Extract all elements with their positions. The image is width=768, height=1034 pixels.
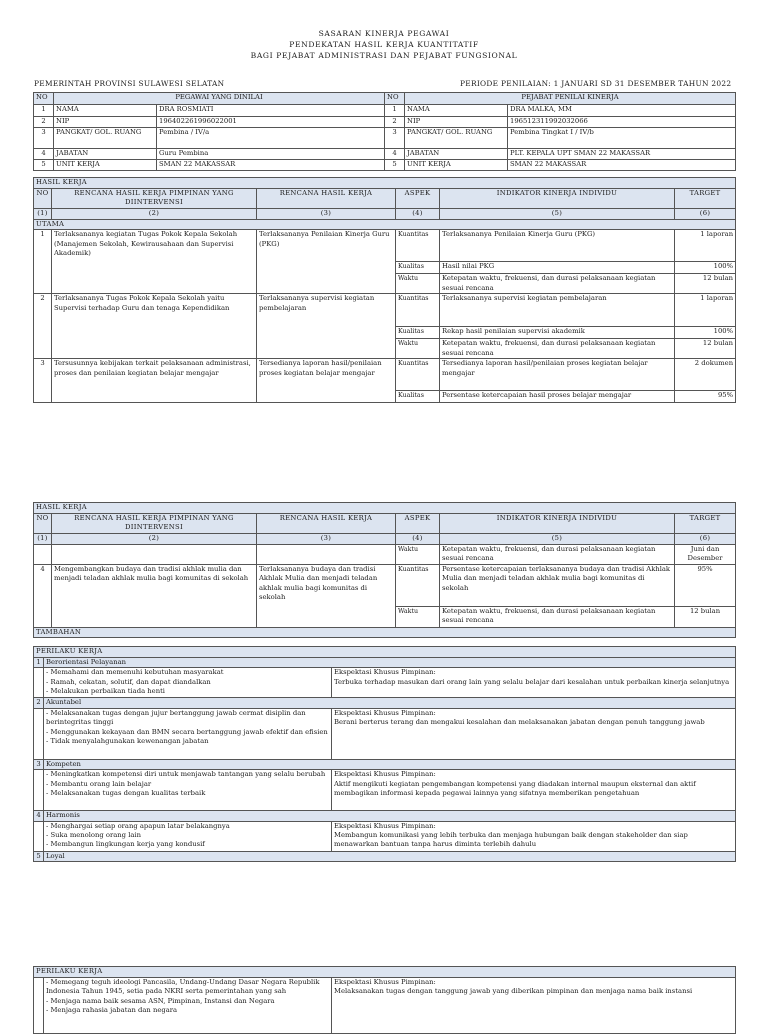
table-row xyxy=(34,545,736,565)
field-value: SMAN 22 MAKASSAR xyxy=(508,160,736,171)
indikator: Hasil nilai PKG xyxy=(440,262,675,274)
indikator: Rekap hasil penilaian supervisi akademik xyxy=(440,327,675,339)
indikator: Tersedianya laporan hasil/penilaian proses kegiatan belajar mengajar xyxy=(440,359,675,391)
no-header: NO xyxy=(34,93,54,105)
perilaku-row xyxy=(34,708,736,759)
col-header: ASPEK xyxy=(396,189,440,209)
rencana-hasil: Terlaksananya Penilaian Kinerja Guru (PKG) xyxy=(257,230,396,294)
point: - Menghargai setiap orang apapun latar belakangnya xyxy=(46,821,230,830)
indikator: Ketepatan waktu, frekuensi, dan durasi pelaksanaan kegiatan sesuai rencana xyxy=(440,545,675,565)
aspek: Waktu xyxy=(396,545,440,565)
penilai-header: PEJABAT PENILAI KINERJA xyxy=(405,93,736,105)
ekspektasi-text: Terbuka terhadap masukan dari orang lain yang selalu belajar dari kesalahan untuk perbaikan kinerja selanjutnya xyxy=(334,677,730,686)
col-header: NO xyxy=(34,514,52,534)
col-header: TARGET xyxy=(675,514,736,534)
perilaku-name: Kompeten xyxy=(44,759,736,769)
point: - Ramah, cekatan, solutif, dan dapat diandalkan xyxy=(46,677,211,686)
field-label: NAMA xyxy=(54,105,157,117)
row-no: 5 xyxy=(34,160,54,171)
target: 95% xyxy=(675,391,736,403)
field-label: PANGKAT/ GOL. RUANG xyxy=(405,128,508,149)
table-row xyxy=(34,359,736,391)
col-number: (5) xyxy=(440,209,675,220)
perilaku-name: Loyal xyxy=(44,851,736,861)
point: - Melaksanakan tugas dengan kualitas terbaik xyxy=(46,789,206,798)
col-number: (2) xyxy=(52,534,257,545)
row-no: 3 xyxy=(385,128,405,149)
ekspektasi xyxy=(332,978,736,1034)
identity-row xyxy=(34,128,736,149)
field-value: Pembina Tingkat I / IV/b xyxy=(508,128,736,149)
section-hasil-kerja: HASIL KERJA xyxy=(34,178,736,189)
target: 12 bulan xyxy=(675,339,736,359)
point: - Tidak menyalahgunakan kewenangan jabatan xyxy=(46,737,209,746)
field-label: NIP xyxy=(405,117,508,128)
field-value: SMAN 22 MAKASSAR xyxy=(157,160,385,171)
section-hasil-kerja: HASIL KERJA xyxy=(34,503,736,514)
identity-row xyxy=(34,149,736,160)
perilaku-points xyxy=(44,708,332,759)
perilaku-row xyxy=(34,668,736,698)
col-header: RENCANA HASIL KERJA xyxy=(257,189,396,209)
col-header: RENCANA HASIL KERJA xyxy=(257,514,396,534)
table-row xyxy=(34,565,736,607)
identity-row xyxy=(34,117,736,128)
perilaku-row xyxy=(34,978,736,1034)
field-label: NAMA xyxy=(405,105,508,117)
rencana-hasil: Terlaksananya supervisi kegiatan pembelajaran xyxy=(257,294,396,359)
item-no: 4 xyxy=(34,565,52,628)
row-no: 3 xyxy=(34,128,54,149)
identity-row xyxy=(34,105,736,117)
ekspektasi-text: Berani berterus terang dan mengakui kesalahan dan melaksanakan jabatan dengan penuh tanggung jawab xyxy=(334,718,705,727)
ekspektasi-text: Membangun komunikasi yang lebih terbuka dan menjaga hubungan baik dengan stakeholder dan siap menawarkan bantuan tanpa harus diminta terlebih dahulu xyxy=(334,831,688,849)
doc-title-1: SASARAN KINERJA PEGAWAI xyxy=(318,29,450,38)
aspek: Waktu xyxy=(396,607,440,628)
ekspektasi xyxy=(332,821,736,851)
perilaku-points xyxy=(44,668,332,698)
rencana-pimpinan: Tersusunnya kebijakan terkait pelaksanaan administrasi, proses dan penilaian kegiatan belajar mengajar xyxy=(52,359,257,403)
field-value: Pembina / IV/a xyxy=(157,128,385,149)
field-label: JABATAN xyxy=(405,149,508,160)
point: - Meningkatkan kompetensi diri untuk menjawab tantangan yang selalu berubah xyxy=(46,770,326,779)
perilaku-points xyxy=(44,770,332,811)
no-header: NO xyxy=(385,93,405,105)
col-header: ASPEK xyxy=(396,514,440,534)
row-no: 1 xyxy=(385,105,405,117)
target: 100% xyxy=(675,327,736,339)
field-label: UNIT KERJA xyxy=(405,160,508,171)
ekspektasi-text: Melaksanakan tugas dengan tanggung jawab yang diberikan pimpinan dan menjaga nama baik instansi xyxy=(334,987,693,996)
row-no: 2 xyxy=(385,117,405,128)
col-number: (6) xyxy=(675,534,736,545)
ekspektasi-label: Ekspektasi Khusus Pimpinan: xyxy=(334,770,436,779)
ekspektasi-text: Aktif mengikuti kegiatan pengembangan kompetensi yang diadakan internal maupun eksternal dan aktif membagikan informasi kepada pegawai lainnya yang sifatnya memberikan pengetahuan xyxy=(334,779,696,798)
field-label: NIP xyxy=(54,117,157,128)
indikator: Ketepatan waktu, frekuensi, dan durasi pelaksanaan kegiatan sesuai rencana xyxy=(440,274,675,294)
perilaku-name: Berorientasi Pelayanan xyxy=(44,658,736,668)
field-value: Guru Pembina xyxy=(157,149,385,160)
aspek: Kualitas xyxy=(396,262,440,274)
section-perilaku-kerja: PERILAKU KERJA xyxy=(34,967,736,978)
perilaku-points xyxy=(44,978,332,1034)
section-tambahan: TAMBAHAN xyxy=(34,628,736,638)
perilaku-kerja-table xyxy=(33,646,736,862)
point: - Suka menolong orang lain xyxy=(46,831,141,840)
col-number: (4) xyxy=(396,209,440,220)
target: 100% xyxy=(675,262,736,274)
row-no: 1 xyxy=(34,105,54,117)
ekspektasi-label: Ekspektasi Khusus Pimpinan: xyxy=(334,821,436,830)
hasil-kerja-table-continued xyxy=(33,502,736,638)
ekspektasi-label: Ekspektasi Khusus Pimpinan: xyxy=(334,708,436,717)
col-header: RENCANA HASIL KERJA PIMPINAN YANG DIINTERVENSI xyxy=(52,514,257,534)
field-label: UNIT KERJA xyxy=(54,160,157,171)
col-header: INDIKATOR KINERJA INDIVIDU xyxy=(440,189,675,209)
col-header: INDIKATOR KINERJA INDIVIDU xyxy=(440,514,675,534)
hasil-kerja-table xyxy=(33,177,736,403)
target: Juni dan Desember xyxy=(675,545,736,565)
field-value: 196512311992032066 xyxy=(508,117,736,128)
perilaku-no: 4 xyxy=(34,811,44,821)
item-no: 2 xyxy=(34,294,52,359)
field-value: DRA ROSMIATI xyxy=(157,105,385,117)
doc-title-3: BAGI PEJABAT ADMINISTRASI DAN PEJABAT FUNGSIONAL xyxy=(250,51,518,60)
col-number: (1) xyxy=(34,534,52,545)
target: 1 laporan xyxy=(675,230,736,262)
aspek: Kuantitas xyxy=(396,359,440,391)
indikator: Persentase ketercapaian terlaksananya budaya dan tradisi Akhlak Mulia dan menjadi teladan akhlak mulia bagi komunitas di sekolah xyxy=(440,565,675,607)
ekspektasi-label: Ekspektasi Khusus Pimpinan: xyxy=(334,668,436,677)
perilaku-no: 2 xyxy=(34,698,44,708)
periode-label: PERIODE PENILAIAN: 1 JANUARI SD 31 DESEMBER TAHUN 2022 xyxy=(460,79,732,88)
perilaku-no: 3 xyxy=(34,759,44,769)
ekspektasi xyxy=(332,708,736,759)
target: 2 dokumen xyxy=(675,359,736,391)
perilaku-row xyxy=(34,821,736,851)
aspek: Kuantitas xyxy=(396,230,440,262)
ekspektasi-label: Ekspektasi Khusus Pimpinan: xyxy=(334,978,436,986)
target: 12 bulan xyxy=(675,607,736,628)
identity-table xyxy=(33,92,736,171)
point: - Membantu orang lain belajar xyxy=(46,779,152,788)
doc-title-2: PENDEKATAN HASIL KERJA KUANTITATIF xyxy=(289,40,479,49)
item-no: 1 xyxy=(34,230,52,294)
perilaku-name: Harmonis xyxy=(44,811,736,821)
perilaku-points xyxy=(44,821,332,851)
perilaku-no: 5 xyxy=(34,851,44,861)
point: - Memahami dan memenuhi kebutuhan masyarakat xyxy=(46,668,224,677)
aspek: Kualitas xyxy=(396,327,440,339)
perilaku-name: Akuntabel xyxy=(44,698,736,708)
dinilai-header: PEGAWAI YANG DINILAI xyxy=(54,93,385,105)
indikator: Ketepatan waktu, frekuensi, dan durasi pelaksanaan kegiatan sesuai rencana xyxy=(440,339,675,359)
indikator: Ketepatan waktu, frekuensi, dan durasi pelaksanaan kegiatan sesuai rencana xyxy=(440,607,675,628)
target: 12 bulan xyxy=(675,274,736,294)
rencana-pimpinan: Terlaksananya Tugas Pokok Kepala Sekolah yaitu Supervisi terhadap Guru dan tenaga Kependidikan xyxy=(52,294,257,359)
col-number: (4) xyxy=(396,534,440,545)
aspek: Waktu xyxy=(396,274,440,294)
perilaku-no: 1 xyxy=(34,658,44,668)
row-no: 5 xyxy=(385,160,405,171)
ekspektasi xyxy=(332,770,736,811)
field-value: PLT. KEPALA UPT SMAN 22 MAKASSAR xyxy=(508,149,736,160)
col-number: (3) xyxy=(257,534,396,545)
rencana-pimpinan: Terlaksananya kegiatan Tugas Pokok Kepala Sekolah (Manajemen Sekolah, Kewirausahaan dan Supervisi Akademik) xyxy=(52,230,257,294)
point: - Menjaga rahasia jabatan dan negara xyxy=(46,1006,178,1015)
ekspektasi xyxy=(332,668,736,698)
aspek: Kuantitas xyxy=(396,294,440,327)
target: 95% xyxy=(675,565,736,607)
field-value: DRA MALKA, MM xyxy=(508,105,736,117)
indikator: Terlaksananya supervisi kegiatan pembelajaran xyxy=(440,294,675,327)
aspek: Waktu xyxy=(396,339,440,359)
row-no: 4 xyxy=(385,149,405,160)
rencana-hasil: Terlaksananya budaya dan tradisi Akhlak Mulia dan menjadi teladan akhlak mulia bagi komunitas di sekolah xyxy=(257,565,396,628)
indikator: Terlaksananya Penilaian Kinerja Guru (PKG) xyxy=(440,230,675,262)
col-header: NO xyxy=(34,189,52,209)
field-label: JABATAN xyxy=(54,149,157,160)
identity-row xyxy=(34,160,736,171)
point: - Melakukan perbaikan tiada henti xyxy=(46,687,165,696)
indikator: Persentase ketercapaian hasil proses belajar mengajar xyxy=(440,391,675,403)
aspek: Kuantitas xyxy=(396,565,440,607)
col-number: (3) xyxy=(257,209,396,220)
row-no: 4 xyxy=(34,149,54,160)
point: - Melaksanakan tugas dengan jujur bertanggung jawab cermat disiplin dan berintegritas tinggi xyxy=(46,708,306,727)
col-header: TARGET xyxy=(675,189,736,209)
row-no: 2 xyxy=(34,117,54,128)
section-perilaku-kerja: PERILAKU KERJA xyxy=(34,647,736,658)
target: 1 laporan xyxy=(675,294,736,327)
section-utama: UTAMA xyxy=(34,220,736,230)
table-row xyxy=(34,294,736,327)
point: - Memegang teguh ideologi Pancasila, Undang-Undang Dasar Negara Republik Indonesia Tahun 1945, setia pada NKRI serta pemerintahan yang sah xyxy=(46,978,320,996)
point: - Membangun lingkungan kerja yang kondusif xyxy=(46,840,205,849)
col-header: RENCANA HASIL KERJA PIMPINAN YANG DIINTERVENSI xyxy=(52,189,257,209)
col-number: (5) xyxy=(440,534,675,545)
col-number: (6) xyxy=(675,209,736,220)
table-row xyxy=(34,230,736,262)
item-no: 3 xyxy=(34,359,52,403)
rencana-pimpinan: Mengembangkan budaya dan tradisi akhlak mulia dan menjadi teladan akhlak mulia bagi komunitas di sekolah xyxy=(52,565,257,628)
field-value: 196402261996022001 xyxy=(157,117,385,128)
aspek: Kualitas xyxy=(396,391,440,403)
instansi-label: PEMERINTAH PROVINSI SULAWESI SELATAN xyxy=(34,79,225,88)
rencana-hasil: Tersedianya laporan hasil/penilaian proses kegiatan belajar mengajar xyxy=(257,359,396,403)
perilaku-row xyxy=(34,770,736,811)
col-number: (1) xyxy=(34,209,52,220)
col-number: (2) xyxy=(52,209,257,220)
point: - Menjaga nama baik sesama ASN, Pimpinan, Instansi dan Negara xyxy=(46,996,275,1005)
field-label: PANGKAT/ GOL. RUANG xyxy=(54,128,157,149)
point: - Menggunakan kekayaan dan BMN secara bertanggung jawab efektif dan efisien xyxy=(46,727,328,736)
